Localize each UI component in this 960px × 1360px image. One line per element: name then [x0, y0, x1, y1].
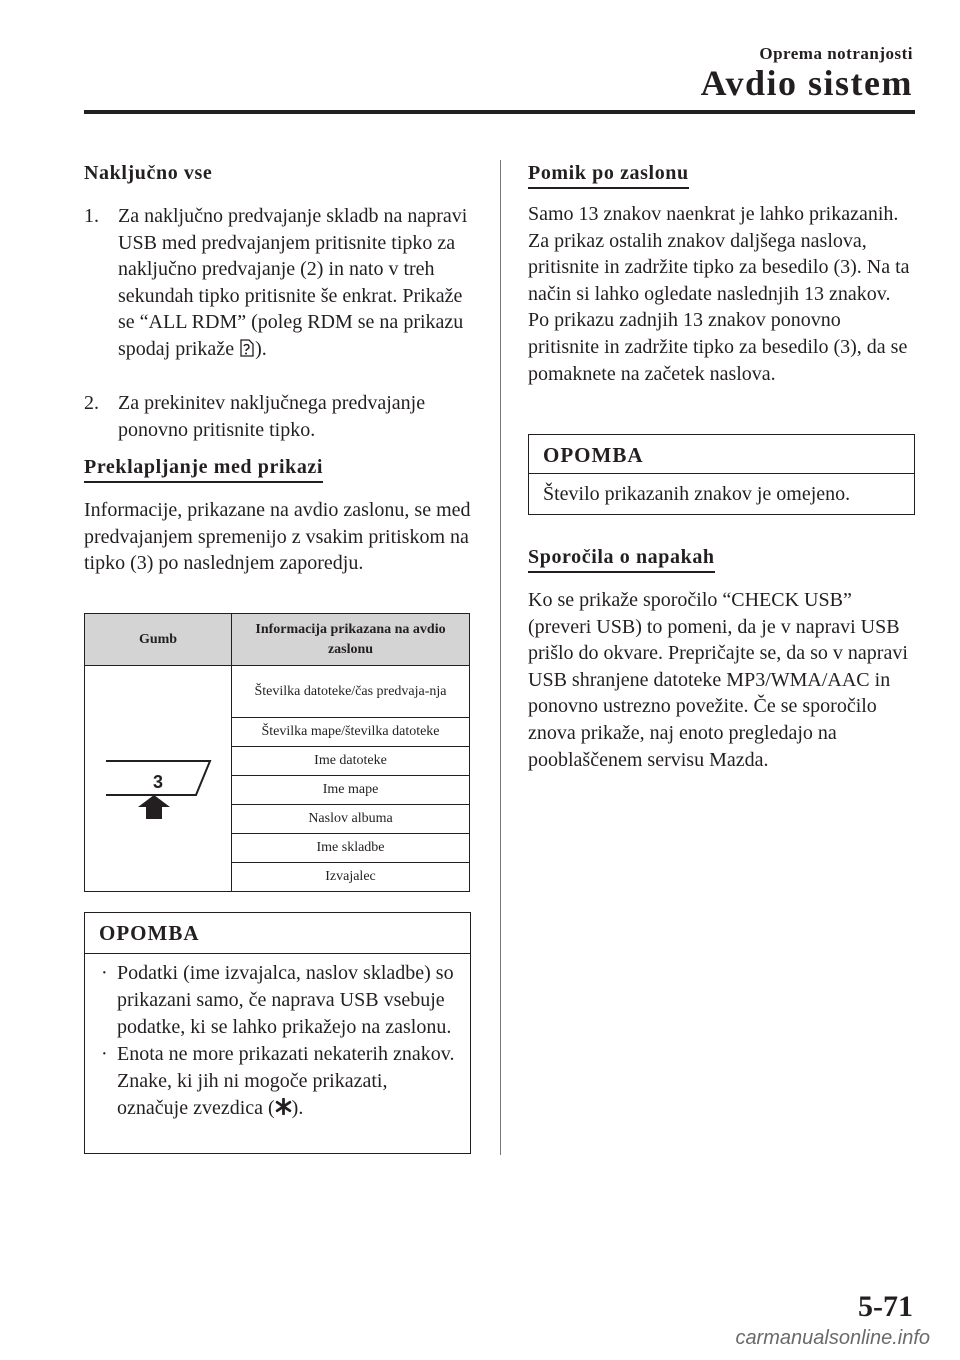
step-1 [84, 203, 474, 393]
table-cell: Ime mape [232, 776, 470, 805]
text-button-3-icon [102, 731, 214, 819]
table-cell: Številka datoteke/čas predvaja-nja [232, 666, 470, 718]
step-1-end: ). [255, 337, 267, 360]
table-header-row [85, 614, 470, 666]
step-2-text: Za prekinitev naključnega predvajanje ponovno pritisnite tipko. [118, 392, 426, 441]
table-row [85, 666, 470, 718]
random-heading: Naključno vse [84, 162, 213, 184]
error-paragraph: Ko se prikaže sporočilo “CHECK USB” (preveri USB) to pomeni, da je v napravi USB prišlo do okvare. Prepričajte se, da so v napravi USB shranjene datoteke MP3/WMA/AAC in ponovno ustrezno povežite. Če se sporočilo znova prikaže, naj enoto pregledajo na pooblaščenem servisu Mazda. [528, 589, 908, 771]
scroll-heading-text: Pomik po zaslonu [528, 162, 689, 189]
note-bullet-end: ). [291, 1097, 304, 1119]
error-heading-text: Sporočila o napakah [528, 546, 715, 573]
page-number: 5-71 [858, 1290, 913, 1323]
table-cell: Ime skladbe [232, 834, 470, 863]
table-header-button: Gumb [85, 614, 232, 666]
asterisk-icon [275, 1098, 292, 1115]
note-title: OPOMBA [529, 435, 914, 474]
table-cell: Številka mape/številka datoteke [232, 718, 470, 747]
header-rule [84, 110, 915, 114]
display-sequence-table [84, 613, 470, 892]
chapter-label: Oprema notranjosti [759, 44, 913, 63]
table-cell: Naslov albuma [232, 805, 470, 834]
scroll-heading [528, 162, 689, 189]
step-2-number: 2. [84, 392, 99, 414]
note-box-right [528, 434, 915, 515]
switch-heading-text: Preklapljanje med prikazi [84, 456, 323, 483]
scroll-paragraph: Samo 13 znakov naenkrat je lahko prikazanih. Za prikaz ostalih znakov daljšega naslova, pritisnite in zadržite tipko za besedilo (3). Na ta način si lahko ogledate naslednjih 13 znakov. Po prikazu zadnjih 13 znakov ponovno pritisnite in zadržite tipko za besedilo (3), da se pomaknete na začetek naslova. [528, 203, 910, 385]
note-bullet-text: Enota ne more prikazati nekaterih znakov. Znake, ki jih ni mogoče prikazati, označuje zvezdica ( [117, 1043, 455, 1119]
error-heading [528, 546, 715, 573]
page-title: Avdio sistem [700, 63, 913, 103]
table-header-info: Informacija prikazana na avdio zaslonu [232, 614, 470, 666]
note-bullet-text: Podatki (ime izvajalca, naslov skladbe) so prikazani samo, če naprava USB vsebuje podatke, ki se lahko prikažejo na zaslonu. [117, 962, 454, 1038]
random-indicator-icon [239, 339, 255, 357]
note-body [85, 954, 470, 1122]
switch-heading [84, 456, 323, 483]
column-divider [500, 160, 501, 1155]
note-bullet: · Podatki (ime izvajalca, naslov skladbe) so prikazani samo, če naprava USB vsebuje podatke, ki se lahko prikažejo na zaslonu. [101, 962, 454, 1038]
table-cell: Izvajalec [232, 863, 470, 892]
switch-paragraph: Informacije, prikazane na avdio zaslonu, se med predvajanjem spremenijo z vsakim pritiskom na tipko (3) po naslednjem zaporedju. [84, 499, 471, 575]
step-2 [84, 390, 474, 446]
watermark-site: carmanualsonline.info [735, 1327, 930, 1349]
button-cell [85, 666, 232, 892]
table-cell: Ime datoteke [232, 747, 470, 776]
step-1-body: Za naključno predvajanje skladb na napravi USB med predvajanjem pritisnite tipko za naključno predvajanje (2) in nato v treh sekundah tipko pritisnite še enkrat. Prikaže se “ALL RDM” (poleg RDM se na prikazu spodaj prikaže [118, 205, 468, 360]
note-title: OPOMBA [85, 913, 470, 954]
note-bullet: · Enota ne more prikazati nekaterih znakov. Znake, ki jih ni mogoče prikazati, označuje zvezdica ( ). [101, 1043, 455, 1119]
step-1-text [118, 203, 474, 363]
note-text: Število prikazanih znakov je omejeno. [543, 483, 851, 505]
button-number-label: 3 [153, 772, 164, 792]
note-box-left [84, 912, 471, 1154]
step-1-number: 1. [84, 205, 99, 227]
